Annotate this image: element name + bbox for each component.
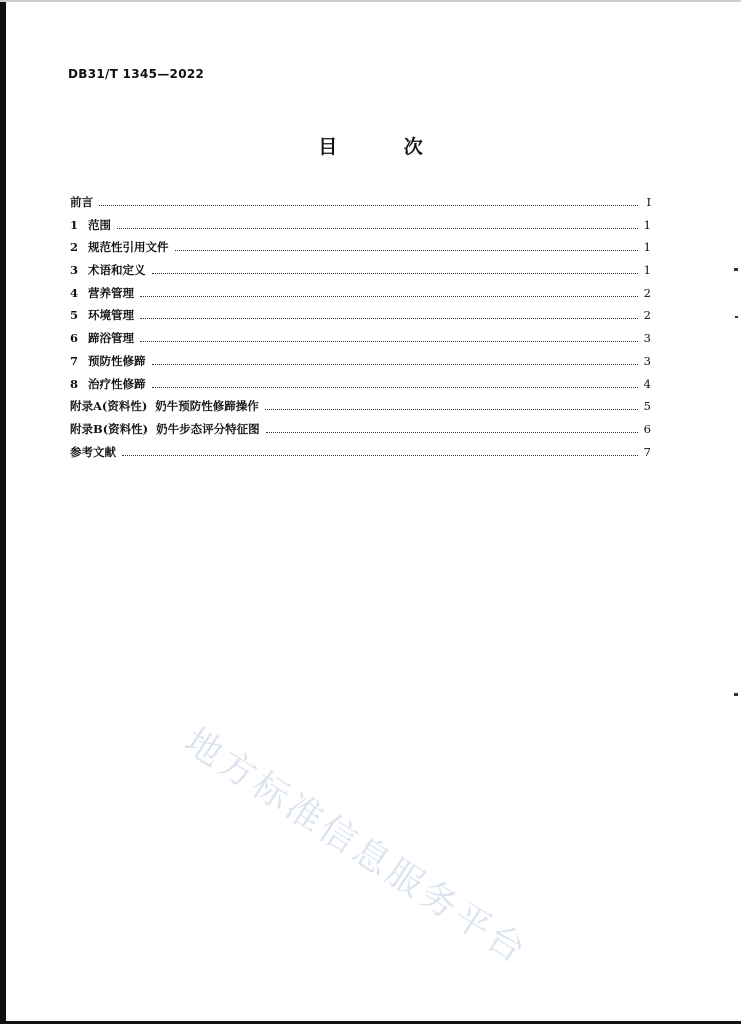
toc-entry[interactable] [70,398,651,421]
toc-entry[interactable] [70,285,651,308]
toc-entry-page: 1 [643,217,651,232]
toc-entry[interactable] [70,307,651,330]
toc-entry[interactable] [70,330,651,353]
toc-entry[interactable] [70,353,651,376]
toc-entry-page: 2 [643,308,651,323]
document-code: DB31/T 1345—2022 [68,67,205,81]
toc-entry-label: 营养管理 [88,285,134,300]
toc-leader-dots [140,317,638,319]
toc-leader-dots [99,204,638,206]
margin-mark [735,316,738,318]
toc-entry[interactable] [70,444,651,467]
toc-entry-page: 6 [643,421,651,436]
toc-leader-dots [122,454,638,456]
toc-entry[interactable] [70,421,651,444]
toc-entry-label: 前言 [70,195,93,209]
toc-entry-label: 规范性引用文件 [88,240,169,255]
toc-entry-page: 3 [643,331,651,346]
margin-mark [734,268,738,271]
toc-entry-label: 治疗性修蹄 [88,376,146,391]
toc-leader-dots [140,295,638,297]
toc-entry-page: 5 [643,399,651,414]
toc-entry-label: 附录B(资料性) 奶牛步态评分特征图 [70,421,260,436]
toc-entry-label: 附录A(资料性) 奶牛预防性修蹄操作 [70,399,259,414]
toc-entry-label: 蹄浴管理 [88,331,134,346]
toc-leader-dots [117,227,638,229]
toc-entry[interactable] [70,217,651,240]
toc-leader-dots [152,272,639,274]
toc-entry-label: 术语和定义 [88,263,146,278]
watermark: 地方标准信息服务平台 [177,720,536,974]
margin-mark [734,693,738,696]
toc-entry-page: 1 [643,240,651,255]
page-title: 目 次 [318,136,453,158]
toc-entry-label: 预防性修蹄 [88,353,146,368]
toc-entry-label: 环境管理 [88,308,134,323]
toc-entry[interactable] [70,262,651,285]
toc-entry-page: 4 [643,376,651,391]
toc-leader-dots [152,363,639,365]
toc-leader-dots [265,408,638,410]
toc-entry-page: 7 [643,444,651,459]
toc-entry-page: 3 [643,353,651,368]
toc-entry-number: 2 [70,240,79,255]
toc-entry-page: Ⅰ [646,195,651,209]
toc-entry-number: 3 [70,263,79,278]
toc-entry-label: 范围 [88,217,111,232]
toc-leader-dots [140,340,638,342]
toc-entry-number: 4 [70,285,79,300]
toc-leader-dots [266,431,638,433]
toc-entry-label: 参考文献 [70,444,116,459]
toc-entry-number: 7 [70,353,79,368]
toc-leader-dots [175,249,639,251]
toc-leader-dots [152,386,639,388]
scan-top-edge [0,0,741,2]
toc-entry-number: 6 [70,331,79,346]
toc-entry[interactable] [70,239,651,262]
toc-entry-page: 1 [643,263,651,278]
table-of-contents [70,194,651,466]
toc-entry-page: 2 [643,285,651,300]
toc-entry-number: 5 [70,308,79,323]
toc-entry[interactable] [70,376,651,399]
toc-entry[interactable] [70,194,651,217]
toc-entry-number: 8 [70,376,79,391]
toc-entry-number: 1 [70,217,79,232]
